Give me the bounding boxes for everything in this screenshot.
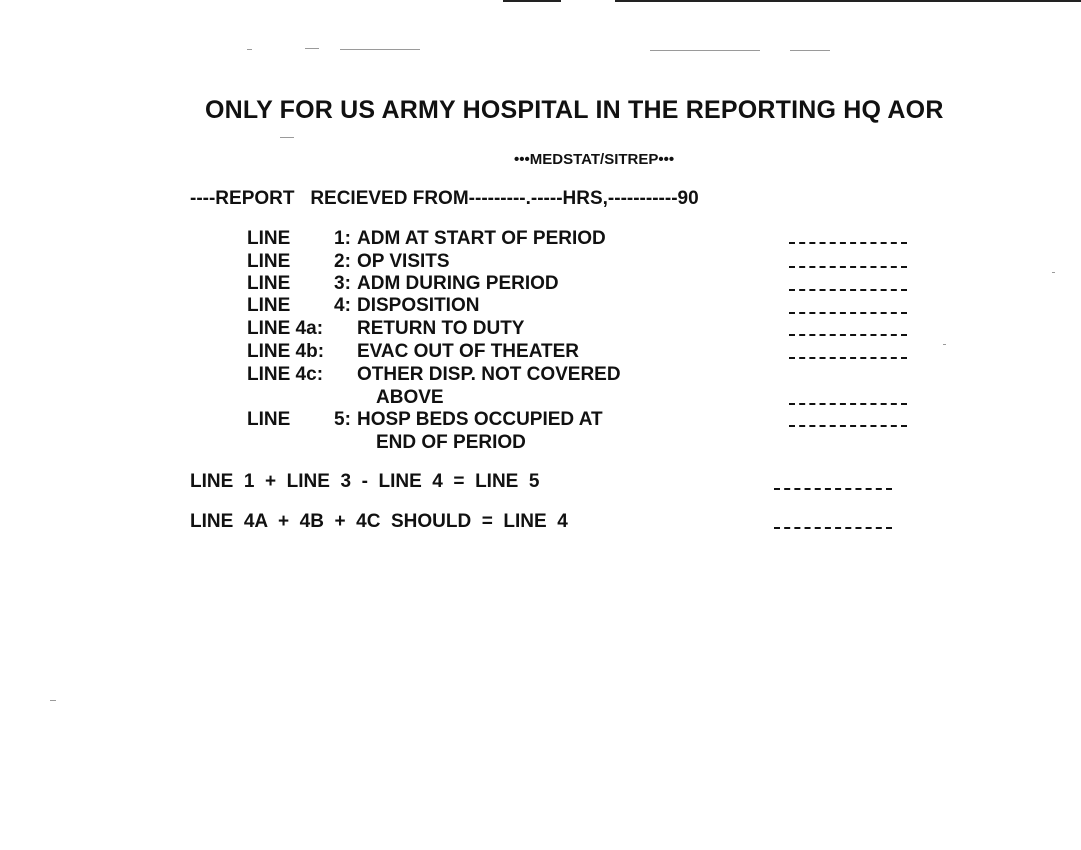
line-4a-blank[interactable]: [789, 334, 907, 336]
line-4-number: 4:: [334, 295, 351, 316]
line-4c-blank[interactable]: [789, 403, 907, 405]
line-4-description: DISPOSITION: [357, 295, 480, 316]
line-4b-blank[interactable]: [789, 357, 907, 359]
line-3-description: ADM DURING PERIOD: [357, 273, 559, 294]
line-4-label: LINE: [247, 295, 291, 316]
scan-speck: [280, 137, 294, 138]
line-4c-label: LINE 4c:: [247, 364, 324, 385]
page-title: ONLY FOR US ARMY HOSPITAL IN THE REPORTING HQ AOR: [205, 96, 944, 124]
line-1-label: LINE: [247, 228, 291, 249]
line-1-number: 1:: [334, 228, 351, 249]
line-1-description: ADM AT START OF PERIOD: [357, 228, 606, 249]
line-4a-label: LINE 4a:: [247, 318, 324, 339]
line-5-blank[interactable]: [789, 425, 907, 427]
line-3-label: LINE: [247, 273, 291, 294]
report-received-line: ----REPORT RECIEVED FROM---------.-----HRS,-----------90: [190, 188, 699, 209]
scan-speck: [247, 49, 252, 50]
line-5-label: LINE: [247, 409, 291, 430]
line-4b-description: EVAC OUT OF THEATER: [357, 341, 580, 362]
scan-speck: [790, 50, 830, 51]
scan-speck: [943, 344, 946, 345]
scan-speck: [340, 49, 420, 50]
line-5-description: HOSP BEDS OCCUPIED AT: [357, 409, 603, 430]
line-3-number: 3:: [334, 273, 351, 294]
check-formula-2: LINE 4A + 4B + 4C SHOULD = LINE 4: [190, 511, 568, 532]
line-5-description-continued: END OF PERIOD: [376, 432, 526, 453]
line-2-label: LINE: [247, 251, 291, 272]
line-4c-description-continued: ABOVE: [376, 387, 444, 408]
line-4-blank[interactable]: [789, 312, 907, 314]
line-2-blank[interactable]: [789, 266, 907, 268]
check-formula-1-blank[interactable]: [774, 488, 892, 490]
scan-speck: [305, 48, 319, 49]
line-4b-label: LINE 4b:: [247, 341, 325, 362]
line-1-blank[interactable]: [789, 242, 907, 244]
check-formula-1: LINE 1 + LINE 3 - LINE 4 = LINE 5: [190, 471, 540, 492]
line-5-number: 5:: [334, 409, 351, 430]
check-formula-2-blank[interactable]: [774, 527, 892, 529]
line-3-blank[interactable]: [789, 289, 907, 291]
top-rule-short: [503, 0, 561, 2]
line-2-description: OP VISITS: [357, 251, 450, 272]
top-rule-long: [615, 0, 1081, 2]
scan-speck: [1052, 272, 1055, 273]
line-4c-description: OTHER DISP. NOT COVERED: [357, 364, 621, 385]
report-subtitle: •••MEDSTAT/SITREP•••: [514, 151, 675, 168]
scan-speck: [650, 50, 760, 51]
line-2-number: 2:: [334, 251, 351, 272]
scan-speck: [50, 700, 56, 701]
line-4a-description: RETURN TO DUTY: [357, 318, 525, 339]
